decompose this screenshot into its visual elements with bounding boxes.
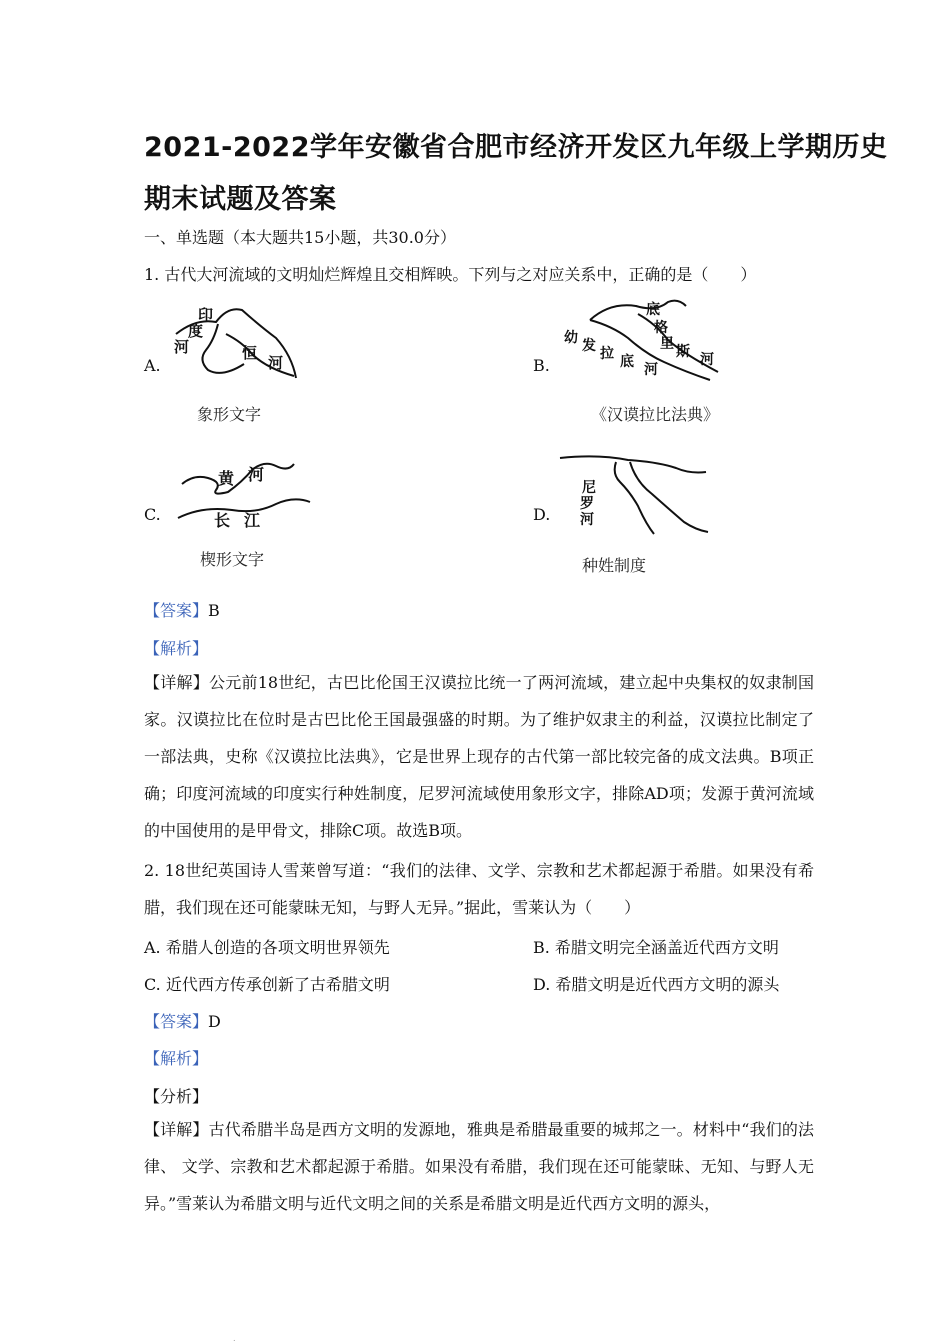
q2-detail-paragraph	[144, 1111, 814, 1222]
q2-stem: 2. 18世纪英国诗人雪莱曾写道：“我们的法律、文学、宗教和艺术都起源于希腊。如果没有希腊，我们现在还可能蒙昧无知，与野人无异。”据此，雪莱认为（ ）	[144, 861, 814, 917]
q1-answer-line	[144, 598, 220, 621]
q1-stem: 1. 古代大河流域的文明灿烂辉煌且交相辉映。下列与之对应关系中，正确的是（ ）	[144, 265, 757, 284]
map-b-label-5: 河	[644, 362, 658, 378]
q1-detail-paragraph	[144, 664, 814, 849]
footer-dot: .	[233, 1334, 236, 1343]
map-d-label-2: 罗	[580, 496, 594, 512]
indus-ganges-map-image	[168, 298, 303, 383]
yellow-yangtze-map-image	[172, 456, 312, 528]
map-b-label-6: 底	[646, 302, 660, 318]
map-b-label-4: 底	[620, 354, 634, 370]
map-a-label-2: 度	[188, 322, 204, 340]
q2-detail-tag: 【详解】	[144, 1120, 209, 1139]
map-a-label-4: 恒	[242, 344, 258, 362]
map-c-label-2: 河	[248, 465, 265, 484]
q1-option-c-letter: C.	[144, 505, 161, 524]
q2-fenxi-tag: 【分析】	[144, 1087, 209, 1106]
q2-option-a: A. 希腊人创造的各项文明世界领先	[144, 938, 390, 957]
q1-detail-tag: 【详解】	[144, 673, 209, 692]
map-b-label-1: 幼	[564, 330, 578, 346]
q1-option-a-letter: A.	[144, 356, 161, 375]
map-d-label-1: 尼	[582, 480, 596, 496]
map-b-label-10: 河	[700, 352, 714, 368]
map-a-label-5: 河	[268, 354, 284, 372]
q1-option-b-caption: 《汉谟拉比法典》	[591, 405, 720, 424]
q2-answer-value: D	[208, 1012, 221, 1031]
q2-option-b: B. 希腊文明完全涵盖近代西方文明	[533, 938, 779, 957]
q2-analysis-tag: 【解析】	[144, 1049, 209, 1068]
q1-option-b-letter: B.	[533, 356, 550, 375]
map-b-label-9: 斯	[676, 344, 690, 360]
q2-option-d: D. 希腊文明是近代西方文明的源头	[533, 975, 780, 994]
map-b-label-2: 发	[582, 338, 596, 354]
map-b-label-8: 里	[660, 336, 674, 352]
q2-answer-line	[144, 1009, 221, 1032]
map-d-label-3: 河	[580, 512, 594, 528]
mesopotamia-map-image	[560, 292, 725, 387]
map-b-label-3: 拉	[600, 346, 614, 362]
document-title-line1: 2021-2022学年安徽省合肥市经济开发区九年级上学期历史	[144, 132, 888, 163]
section-heading: 一、单选题（本大题共15小题，共30.0分）	[144, 228, 456, 247]
map-c-label-3: 长	[214, 511, 231, 528]
map-a-label-3: 河	[174, 338, 190, 356]
document-title-line2: 期末试题及答案	[144, 184, 337, 215]
q1-detail-text: 公元前18世纪，古巴比伦国王汉谟拉比统一了两河流域，建立起中央集权的奴隶制国家。汉谟拉比在位时是古巴比伦王国最强盛的时期。为了维护奴隶主的利益，汉谟拉比制定了一部法典，史称《汉谟拉比法典》，它是世界上现存的古代第一部比较完备的成文法典。B项正确；印度河流域的印度实行种姓制度，尼罗河流域使用象形文字，排除AD项；发源于黄河流域的中国使用的是甲骨文，排除C项。故选B项。	[144, 673, 814, 840]
map-c-label-1: 黄	[218, 469, 235, 488]
q1-option-c-caption: 楔形文字	[200, 550, 265, 569]
answer-tag: 【答案】	[144, 1012, 209, 1031]
q1-analysis-tag: 【解析】	[144, 639, 209, 658]
q1-option-d-caption: 种姓制度	[582, 556, 647, 575]
map-a-label-1: 印	[198, 306, 214, 324]
map-b-label-7: 格	[654, 320, 668, 336]
q1-option-d-letter: D.	[533, 505, 551, 524]
answer-tag: 【答案】	[144, 601, 209, 620]
q2-detail-text: 古代希腊半岛是西方文明的发源地，雅典是希腊最重要的城邦之一。材料中“我们的法律、 文学、宗教和艺术都起源于希腊。如果没有希腊，我们现在还可能蒙昧、无知、与野人无异。”雪莱认为希腊文明与近代文明之间的关系是希腊文明是近代西方文明的源头，	[144, 1120, 814, 1213]
nile-map-image	[558, 452, 713, 537]
q2-option-c: C. 近代西方传承创新了古希腊文明	[144, 975, 390, 994]
map-c-label-4: 江	[244, 511, 261, 528]
q1-option-a-caption: 象形文字	[197, 405, 262, 424]
q1-answer-value: B	[208, 601, 220, 620]
